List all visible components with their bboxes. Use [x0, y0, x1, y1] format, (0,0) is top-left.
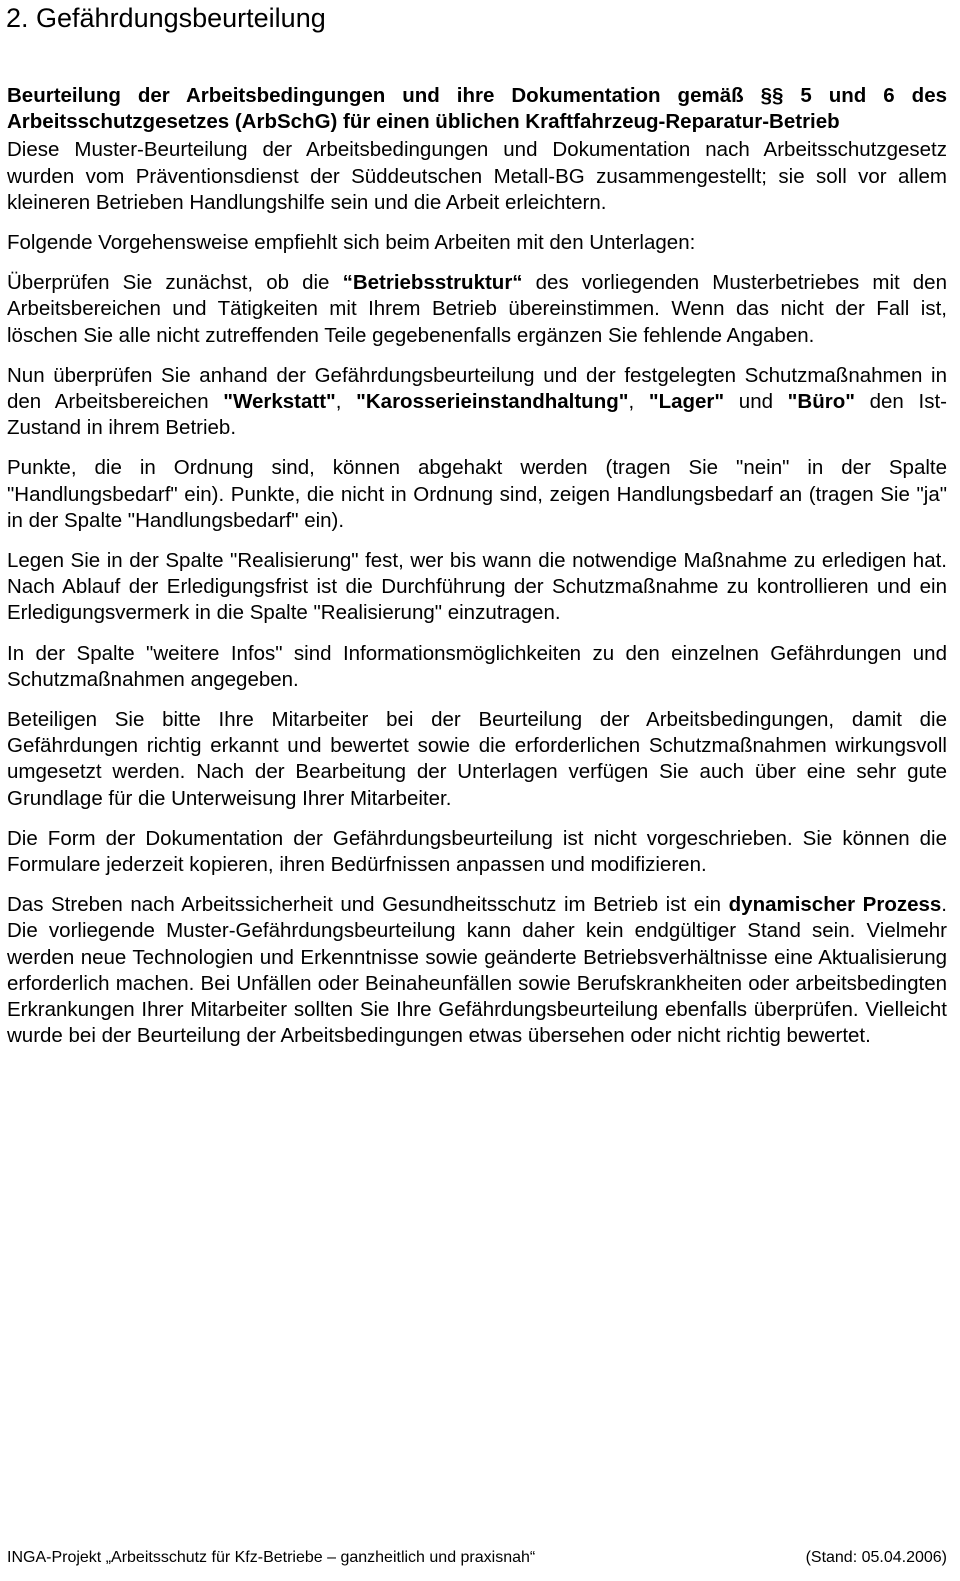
emphasis-karosserie: "Karosserieinstandhaltung": [356, 390, 629, 414]
realisation-paragraph: Legen Sie in der Spalte "Realisierung" fest, wer bis wann die notwendige Maßnahme zu erledigen hat. Nach Ablauf der Erledigungsfrist ist die Durchführung der Schutzmaßnahme zu kontrollieren und ein Erledigungsvermerk in die Spalte "Realisierung" einzutragen.: [7, 549, 947, 625]
documentation-form-paragraph: Die Form der Dokumentation der Gefährdungsbeurteilung ist nicht vorgeschrieben. Sie können die Formulare jederzeit kopieren, ihren Bedürfnissen anpassen und modifizieren.: [7, 826, 947, 877]
footer-project: INGA-Projekt „Arbeitsschutz für Kfz-Betriebe – ganzheitlich und praxisnah“: [7, 1549, 536, 1566]
structure-check-paragraph: [7, 270, 947, 349]
checklist-paragraph: Punkte, die in Ordnung sind, können abgehakt werden (tragen Sie "nein" in der Spalte "Handlungsbedarf" ein). Punkte, die nicht in Ordnung sind, zeigen Handlungsbedarf an (tragen Sie "ja" in der Spalte "Handlungsbedarf" ein).: [7, 456, 947, 532]
page-footer: [7, 1548, 947, 1568]
text-segment: Nun überprüfen Sie anhand der Gefährdungsbeurteilung und der festgelegten Schutzmaßnahmen in den Arbeitsbereichen: [7, 363, 947, 414]
work-areas-paragraph: [7, 363, 947, 442]
text-segment: ,: [335, 390, 357, 414]
emphasis-werkstatt: "Werkstatt": [223, 390, 336, 414]
emphasis-buero: "Büro": [787, 390, 855, 414]
emphasis-lager: "Lager": [648, 390, 725, 414]
text-segment: Das Streben nach Arbeitssicherheit und Gesundheitsschutz im Betrieb ist ein: [7, 893, 729, 917]
further-info-paragraph: In der Spalte "weitere Infos" sind Informationsmöglichkeiten zu den einzelnen Gefährdungen und Schutzmaßnahmen angegeben.: [7, 641, 947, 691]
page-title: 2. Gefährdungsbeurteilung: [6, 3, 326, 33]
procedure-intro-paragraph: Folgende Vorgehensweise empfiehlt sich beim Arbeiten mit den Unterlagen:: [7, 231, 696, 255]
text-segment: Überprüfen Sie zunächst, ob die: [7, 271, 343, 295]
emphasis-betriebsstruktur: “Betriebsstruktur“: [342, 271, 523, 295]
text-segment: des vorliegenden Musterbetriebes mit den Arbeitsbereichen und Tätigkeiten mit Ihrem Betrieb übereinstimmen. Wenn das nicht der Fall ist, löschen Sie alle nicht zutreffenden Teile gegebenenfalls ergänzen Sie fehlende Angaben.: [7, 271, 947, 347]
text-segment: und: [724, 390, 788, 414]
dynamic-process-paragraph: [7, 892, 947, 1049]
document-body: [7, 83, 947, 1064]
text-segment: den Ist-Zustand in ihrem Betrieb.: [7, 390, 947, 440]
staff-involvement-paragraph: Beteiligen Sie bitte Ihre Mitarbeiter bei der Beurteilung der Arbeitsbedingungen, damit die Gefährdungen richtig erkannt und bewertet sowie die erforderlichen Schutzmaßnahmen wirkungsvoll umgesetzt werden. Nach der Bearbeitung der Unterlagen verfügen Sie auch über eine sehr gute Grundlage für die Unterweisung Ihrer Mitarbeiter.: [7, 708, 947, 810]
text-segment: . Die vorliegende Muster-Gefährdungsbeurteilung kann daher kein endgültiger Stand sein. Vielmehr werden neue Technologien und Erkenntnisse sowie geänderte Betriebsverhältnisse eine Aktualisierung erforderlich machen. Bei Unfällen oder Beinaheunfällen sowie Berufskrankheiten oder arbeitsbedingten Erkrankungen Ihrer Mitarbeiter sollten Sie Ihre Gefährdungsbeurteilung ebenfalls überprüfen. Vielleicht wurde bei der Beurteilung der Arbeitsbedingungen etwas übersehen oder nicht richtig bewertet.: [7, 893, 947, 1048]
emphasis-dynamic-process: dynamischer Prozess: [728, 893, 942, 917]
text-segment: ,: [628, 390, 649, 414]
footer-date: (Stand: 05.04.2006): [805, 1549, 947, 1566]
intro-paragraph: Diese Muster-Beurteilung der Arbeitsbedingungen und Dokumentation nach Arbeitsschutzgesetz wurden vom Präventionsdienst der Süddeutschen Metall-BG zusammengestellt; sie soll vor allem kleineren Betrieben Handlungshilfe sein und die Arbeit erleichtern.: [7, 138, 947, 214]
section-heading: Beurteilung der Arbeitsbedingungen und ihre Dokumentation gemäß §§ 5 und 6 des Arbeitsschutzgesetzes (ArbSchG) für einen üblichen Kraftfahrzeug-Reparatur-Betrieb: [7, 84, 947, 134]
